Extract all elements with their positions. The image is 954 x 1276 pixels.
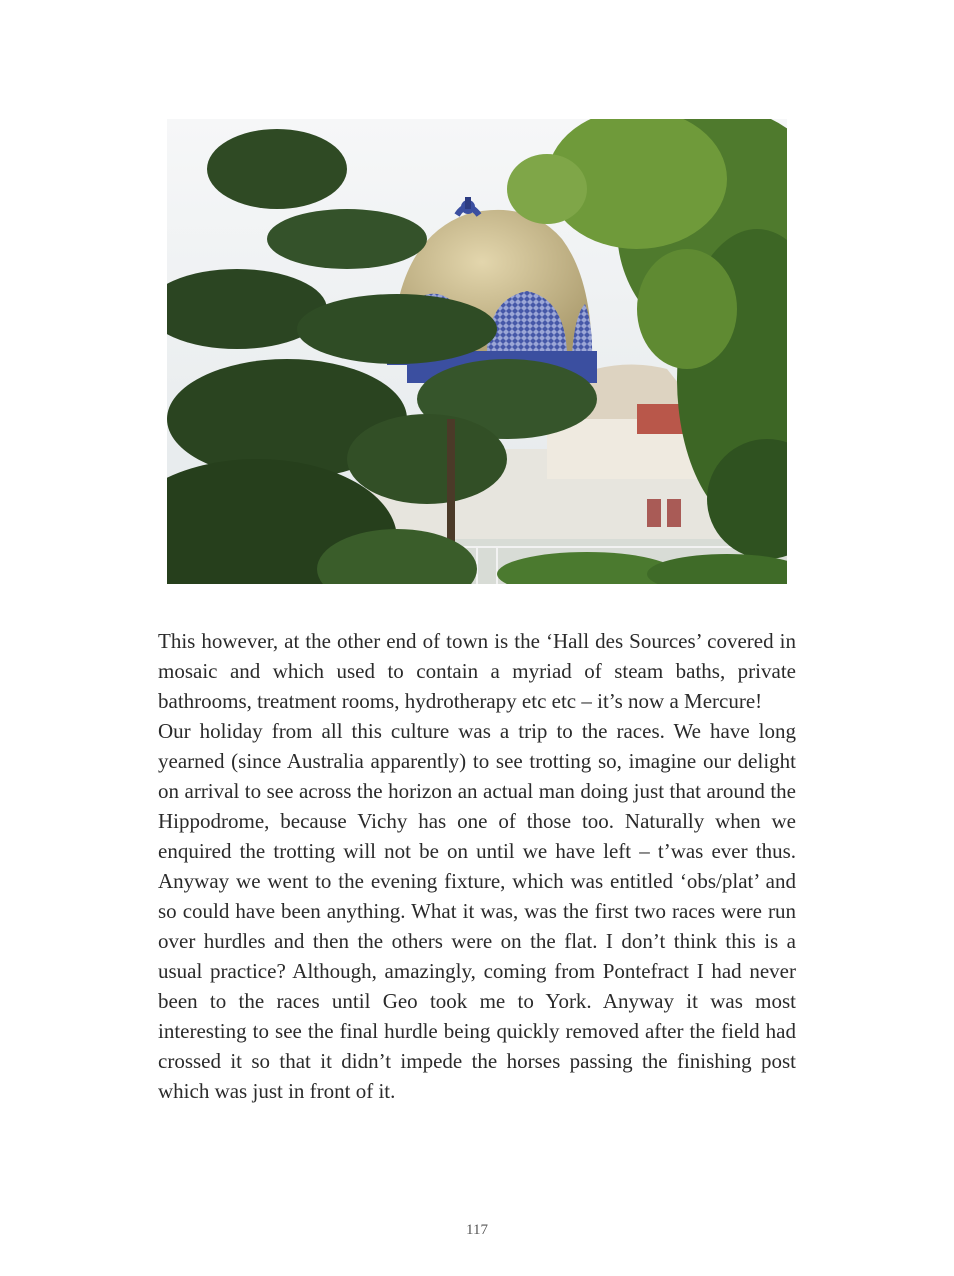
- paragraph-races: Our holiday from all this culture was a trip to the races. We have long yearned (since Australia apparently) to see trotting so, imagine our delight on arrival to see across the horizon an actual man doing just that around the Hippodrome, because Vichy has one of those too. Naturally when we enquired the trotting will not be on until we have left – t’was ever thus. Anyway we went to the evening fixture, which was entitled ‘obs/plat’ and so could have been anything. What it was, was the first two races were run over hurdles and then the others were on the flat. I don’t think this is a usual practice? Although, amazingly, coming from Pontefract I had never been to the races until Geo took me to York. Anyway it was most interesting to see the final hurdle being quickly removed after the field had crossed it so that it didn’t impede the horses passing the finishing post which was just in front of it.: [158, 719, 796, 1103]
- paragraph-hall-des-sources: This however, at the other end of town is the ‘Hall des Sources’ covered in mosaic and which used to contain a myriad of steam baths, private bathrooms, treatment rooms, hydrotherapy etc etc – it’s now a Mercure!: [158, 629, 796, 713]
- page-number: 117: [466, 1222, 488, 1238]
- photo-illustration: [167, 119, 787, 584]
- hall-des-sources-photo: [167, 119, 787, 584]
- body-text: [158, 626, 796, 1106]
